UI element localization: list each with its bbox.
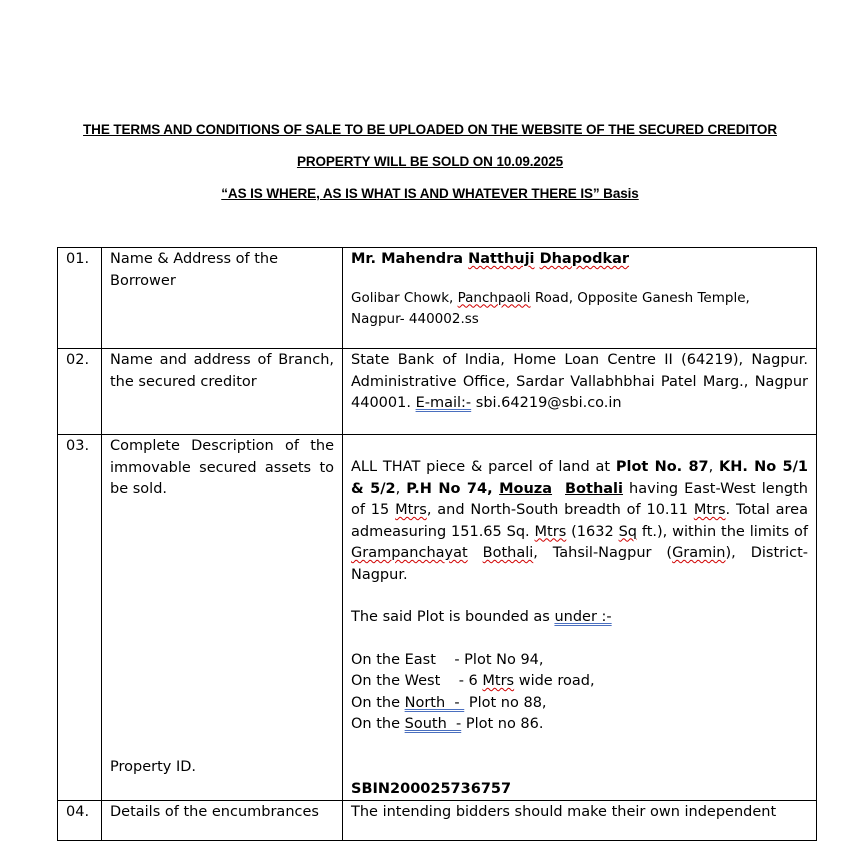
- bound-east: On the East - Plot No 94,: [351, 651, 544, 668]
- terms-table: [57, 247, 817, 841]
- encumbrance-details: The intending bidders should make their own independent: [343, 801, 817, 841]
- doc-title: THE TERMS AND CONDITIONS OF SALE TO BE UPLOADED ON THE WEBSITE OF THE SECURED CREDITOR: [83, 122, 777, 137]
- table-row: [58, 248, 817, 349]
- asset-description-text: ALL THAT piece & parcel of land at Plot No. 87, KH. No 5/1 & 5/2, P.H No 74, Mouza Bothali having East-West length of 15 Mtrs, and North-South breadth of 10.11 Mtrs. Total area admeasuring 151.65 Sq. Mtrs (1632 Sq ft.), within the limits of Grampanchayat Bothali, Tahsil-Nagpur (Gramin), District-Nagpur.: [351, 459, 809, 583]
- property-id-label: Property ID.: [110, 758, 197, 775]
- borrower-name: Mr. Mahendra Natthuji Dhapodkar: [351, 251, 630, 267]
- borrower-address-line1: Golibar Chowk, Panchpaoli Road, Opposite Ganesh Temple,: [351, 289, 750, 306]
- bound-north: On the North - Plot no 88,: [351, 694, 547, 711]
- bound-south: On the South - Plot no 86.: [351, 716, 544, 732]
- borrower-address-line2: Nagpur- 440002.ss: [351, 310, 479, 327]
- table-row: [58, 349, 817, 435]
- basis-heading: “AS IS WHERE, AS IS WHAT IS AND WHATEVER THERE IS” Basis: [221, 186, 639, 201]
- row-label: Name & Address of the Borrower: [102, 248, 343, 349]
- property-id: SBIN200025736757: [351, 780, 512, 797]
- row-label: Complete Description of the immovable secured assets to be sold. Property ID.: [102, 435, 343, 801]
- sale-date-heading: PROPERTY WILL BE SOLD ON 10.09.2025: [296, 154, 564, 169]
- table-row: [58, 435, 817, 801]
- asset-description: [343, 435, 817, 801]
- row-label: Name and address of Branch, the secured creditor: [102, 349, 343, 435]
- row-number: 01.: [58, 248, 102, 349]
- row-number: 03.: [58, 435, 102, 801]
- branch-address: State Bank of India, Home Loan Centre II (64219), Nagpur. Administrative Office, Sardar Vallabhbhai Patel Marg., Nagpur 440001. E-mail:- sbi.64219@sbi.co.in: [343, 349, 817, 435]
- row-label: Details of the encumbrances: [102, 801, 343, 841]
- bound-west: On the West - 6 Mtrs wide road,: [351, 673, 595, 689]
- row-number: 02.: [58, 349, 102, 435]
- table-row: [58, 801, 817, 841]
- borrower-details: [343, 248, 817, 349]
- bounded-intro: The said Plot is bounded as under :-: [351, 609, 612, 625]
- row-number: 04.: [58, 801, 102, 841]
